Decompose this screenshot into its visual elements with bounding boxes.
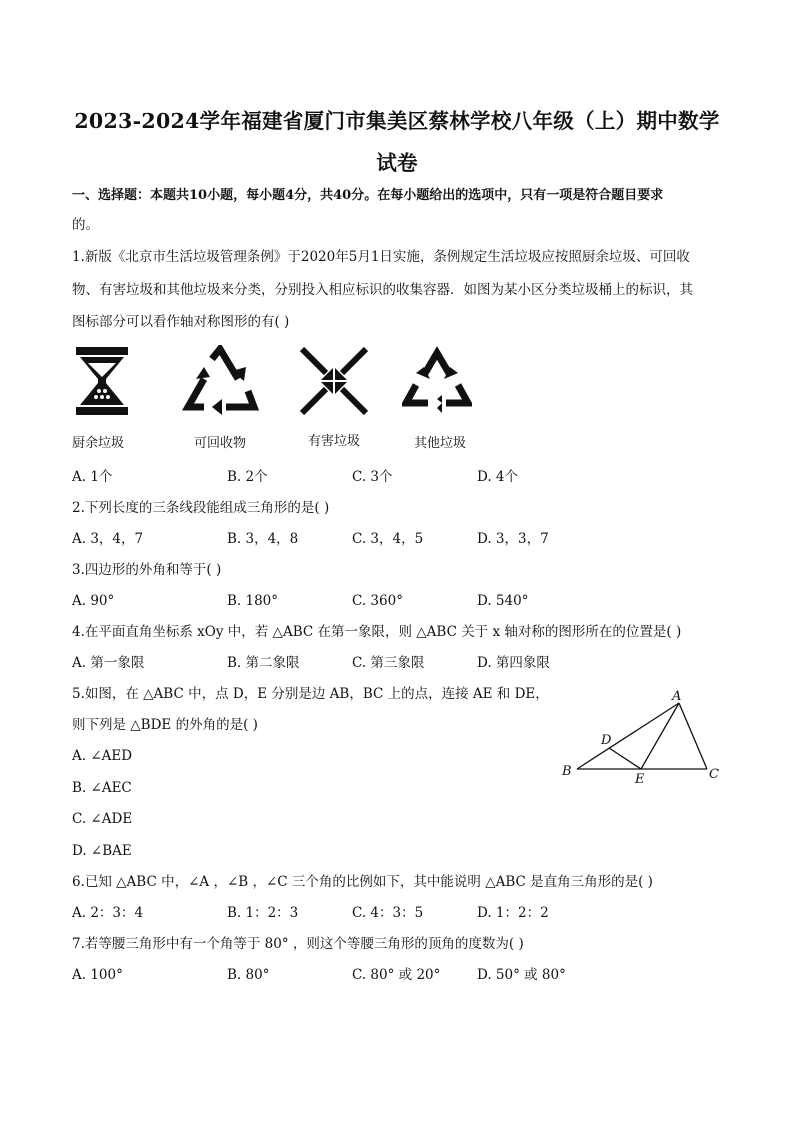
segment-ab [577,703,679,769]
q4-option-a: A. 第一象限 [72,655,145,671]
q6-option-d: D. 1：2：2 [477,905,549,921]
caption-hazardous: 有害垃圾 [308,434,361,449]
q4-option-c: C. 第三象限 [352,655,425,671]
q3-option-c: C. 360° [352,593,403,609]
q7-option-a: A. 100° [72,967,123,983]
q3-option-a: A. 90° [72,593,115,609]
segment-ae [641,703,679,769]
q1-text-line2: 物、有害垃圾和其他垃圾来分类，分别投入相应标识的收集容器．如图为某小区分类垃圾桶上的标识，其 [72,282,693,298]
q2-option-b: B. 3，4，8 [227,531,299,547]
caption-kitchen-waste: 厨余垃圾 [72,436,125,451]
q1-text-line3: 图标部分可以看作轴对称图形的有( ) [72,314,290,330]
exam-title-line1: 2023-2024学年福建省厦门市集美区蔡林学校八年级（上）期中数学 [74,109,720,133]
label-b: B [562,764,572,779]
hazardous-cross-arrows-icon [298,345,370,417]
exam-title-line2: 试卷 [376,151,418,175]
q1-option-d: D. 4个 [477,469,519,485]
q5-text-line1: 5.如图，在 △ABC 中，点 D，E 分别是边 AB，BC 上的点，连接 AE 和 DE， [72,686,549,702]
segment-de [609,748,641,769]
segment-ac [679,703,707,769]
caption-recyclable: 可回收物 [194,436,247,451]
q1-option-a: A. 1个 [72,469,113,485]
kitchen-waste-hourglass-icon [72,345,132,417]
label-c: C [709,767,719,782]
q3-text: 3.四边形的外角和等于( ) [72,562,222,578]
other-waste-arrows-icon [402,345,472,417]
section-instruction-line1: 一、选择题：本题共10小题，每小题4分，共40分。在每小题给出的选项中，只有一项是符合题目要求 [72,188,664,203]
q5-option-d: D. ∠BAE [72,843,132,859]
q5-text-line2: 则下列是 △BDE 的外角的是( ) [72,717,258,733]
q7-option-d: D. 50° 或 80° [477,967,566,983]
label-e: E [635,772,645,785]
q4-text: 4.在平面直角坐标系 xOy 中，若 △ABC 在第一象限，则 △ABC 关于 x 轴对称的图形所在的位置是( ) [72,624,682,640]
q4-option-d: D. 第四象限 [477,655,550,671]
q1-option-b: B. 2个 [227,469,268,485]
q1-option-c: C. 3个 [352,469,393,485]
label-d: D [601,733,612,748]
q5-option-c: C. ∠ADE [72,811,133,827]
q2-text: 2.下列长度的三条线段能组成三角形的是( ) [72,500,330,516]
q7-option-b: B. 80° [227,967,270,983]
q2-option-a: A. 3，4，7 [72,531,144,547]
q4-option-b: B. 第二象限 [227,655,300,671]
q6-option-a: A. 2：3：4 [72,905,144,921]
q2-option-d: D. 3，3，7 [477,531,549,547]
q6-option-b: B. 1：2：3 [227,905,299,921]
q7-text: 7.若等腰三角形中有一个角等于 80° ，则这个等腰三角形的顶角的度数为( ) [72,936,524,952]
section-instruction-line2: 的。 [72,217,99,233]
q5-option-a: A. ∠AED [72,748,133,764]
q7-option-c: C. 80° 或 20° [352,967,441,983]
q6-option-c: C. 4：3：5 [352,905,424,921]
q3-option-d: D. 540° [477,593,529,609]
q6-text: 6.已知 △ABC 中，∠A ，∠B ，∠C 三个角的比例如下，其中能说明 △ABC 是直角三角形的是( ) [72,874,653,890]
q2-option-c: C. 3，4，5 [352,531,424,547]
caption-other-waste: 其他垃圾 [414,436,467,451]
label-a: A [672,689,682,704]
q5-option-b: B. ∠AEC [72,780,132,796]
recyclable-arrows-icon [182,345,260,417]
q1-text-line1: 1.新版《北京市生活垃圾管理条例》于2020年5月1日实施，条例规定生活垃圾应按照厨余垃圾、可回收 [72,249,690,265]
q3-option-b: B. 180° [227,593,279,609]
triangle-abc-figure [555,685,735,785]
